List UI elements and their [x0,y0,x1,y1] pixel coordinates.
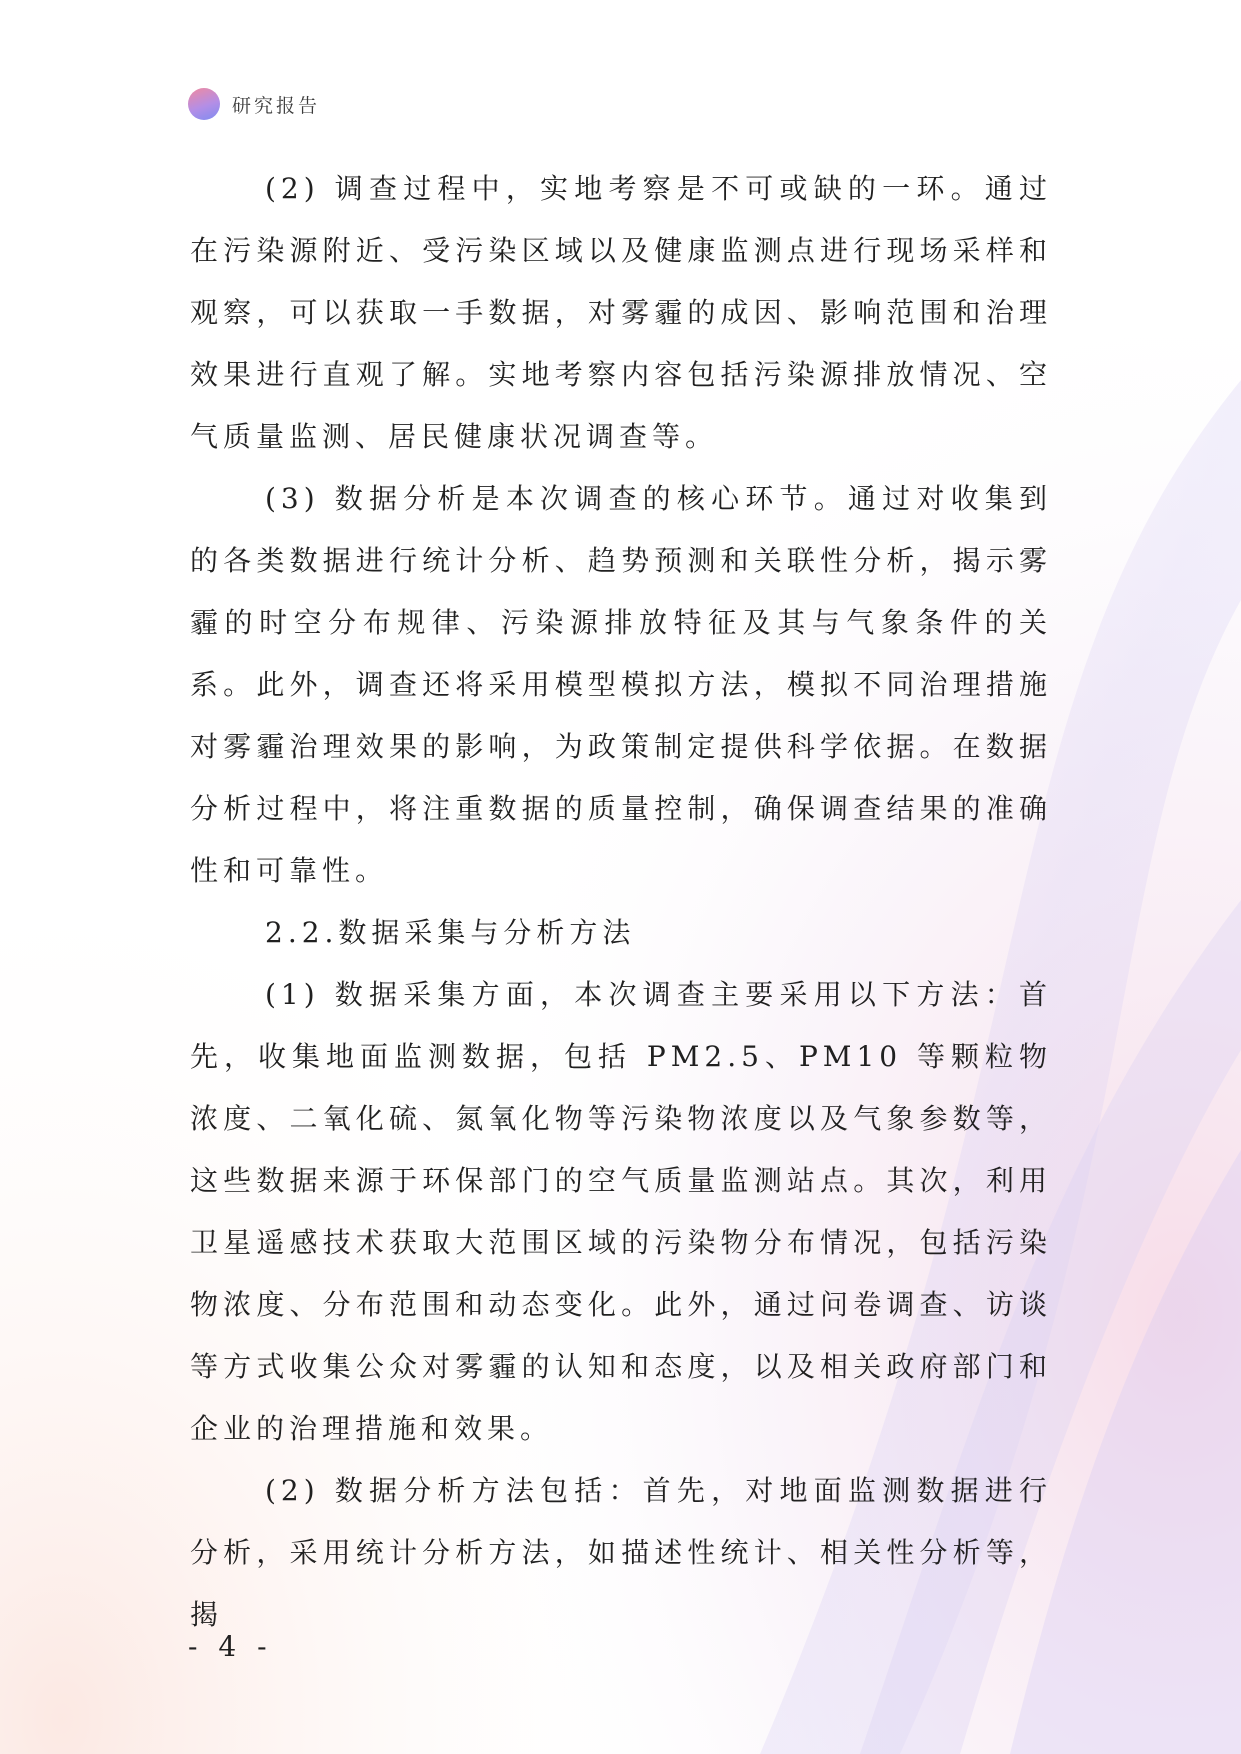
logo-circle-icon [188,88,220,120]
paragraph-data-collection: (1) 数据采集方面，本次调查主要采用以下方法：首先，收集地面监测数据，包括 PM2.5、PM10 等颗粒物浓度、二氧化硫、氮氧化物等污染物浓度以及气象参数等，这些数据来源于环保部门的空气质量监测站点。其次，利用卫星遥感技术获取大范围区域的污染物分布情况，包括污染物浓度、分布范围和动态变化。此外，通过问卷调查、访谈等方式收集公众对雾霾的认知和态度，以及相关政府部门和企业的治理措施和效果。 [190,978,1052,1445]
page-number: - 4 - [188,1630,273,1663]
paragraph-data-analysis: (2) 数据分析方法包括：首先，对地面监测数据进行分析，采用统计分析方法，如描述性统计、相关性分析等，揭 [190,1474,1052,1631]
document-body [190,158,1052,1646]
section-heading-2-2: 2.2.数据采集与分析方法 [265,916,636,949]
paragraph-2: (2) 调查过程中，实地考察是不可或缺的一环。通过在污染源附近、受污染区域以及健康监测点进行现场采样和观察，可以获取一手数据，对雾霾的成因、影响范围和治理效果进行直观了解。实地考察内容包括污染源排放情况、空气质量监测、居民健康状况调查等。 [190,172,1052,453]
header-label: 研究报告 [232,94,321,117]
paragraph-3: (3) 数据分析是本次调查的核心环节。通过对收集到的各类数据进行统计分析、趋势预测和关联性分析，揭示雾霾的时空分布规律、污染源排放特征及其与气象条件的关系。此外，调查还将采用模型模拟方法，模拟不同治理措施对雾霾治理效果的影响，为政策制定提供科学依据。在数据分析过程中，将注重数据的质量控制，确保调查结果的准确性和可靠性。 [190,482,1052,887]
report-header [188,88,320,120]
